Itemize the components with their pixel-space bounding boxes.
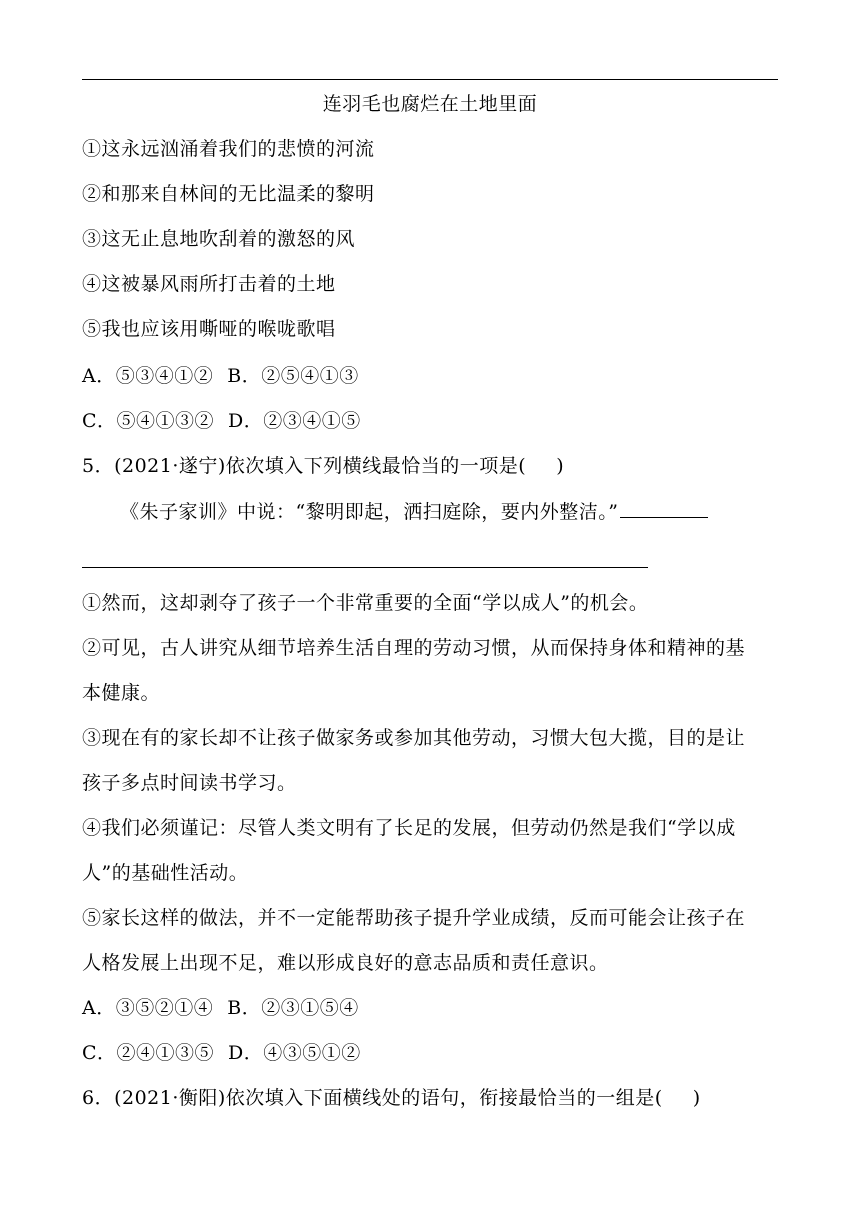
poem-line-3: ③这无止息地吹刮着的激怒的风 [82,228,356,250]
q5-quote: 《朱子家训》中说：“黎明即起，洒扫庭除，要内外整洁。” [120,501,619,523]
q5-sentence-4: ④我们必须谨记：尽管人类文明有了长足的发展，但劳动仍然是我们“学以成 [82,817,736,839]
q6-stem [82,1086,701,1110]
q5-quote-line [120,499,708,524]
q4-option-d: D．②③④①⑤ [228,410,361,432]
q4-option-a: A．⑤③④①② [82,365,214,387]
q5-sentence-4-cont: 人”的基础性活动。 [82,862,249,884]
q5-stem-prefix: 5．(2021·遂宁)依次填入下列横线最恰当的一项是( [82,455,527,477]
q6-stem-suffix: ) [692,1087,701,1109]
q5-stem [82,454,564,478]
q5-blank-line [82,567,648,568]
poem-line-1: ①这永远汹涌着我们的悲愤的河流 [82,138,375,160]
poem-line-5: ⑤我也应该用嘶哑的喉咙歌唱 [82,318,336,340]
poem-line-4: ④这被暴风雨所打击着的土地 [82,273,336,295]
q5-option-d: D．④③⑤①② [228,1042,361,1064]
q5-sentence-3: ③现在有的家长却不让孩子做家务或参加其他劳动，习惯大包大揽，目的是让 [82,727,746,749]
q5-sentence-5-cont: 人格发展上出现不足，难以形成良好的意志品质和责任意识。 [82,952,609,974]
q5-options-row-1 [82,996,359,1020]
q4-options-row-1 [82,364,359,388]
q5-sentence-2: ②可见，古人讲究从细节培养生活自理的劳动习惯，从而保持身体和精神的基 [82,637,746,659]
poem-title: 连羽毛也腐烂在土地里面 [322,93,538,115]
q5-sentence-5: ⑤家长这样的做法，并不一定能帮助孩子提升学业成绩，反而可能会让孩子在 [82,907,746,929]
q5-sentence-2-cont: 本健康。 [82,682,161,704]
q4-options-row-2 [82,409,361,433]
poem-line-2: ②和那来自林间的无比温柔的黎明 [82,183,375,205]
q5-option-b: B．②③①⑤④ [227,997,359,1019]
q5-blank-start [620,499,708,518]
q4-option-c: C．⑤④①③② [82,410,215,432]
q6-stem-prefix: 6．(2021·衡阳)依次填入下面横线处的语句，衔接最恰当的一组是( [82,1087,663,1109]
top-rule [82,79,778,80]
q5-stem-suffix: ) [556,455,565,477]
q5-sentence-1: ①然而，这却剥夺了孩子一个非常重要的全面“学以成人”的机会。 [82,592,649,614]
q4-option-b: B．②⑤④①③ [227,365,359,387]
q5-option-a: A．③⑤②①④ [82,997,214,1019]
q5-sentence-3-cont: 孩子多点时间读书学习。 [82,772,297,794]
q5-option-c: C．②④①③⑤ [82,1042,215,1064]
q5-options-row-2 [82,1041,361,1065]
